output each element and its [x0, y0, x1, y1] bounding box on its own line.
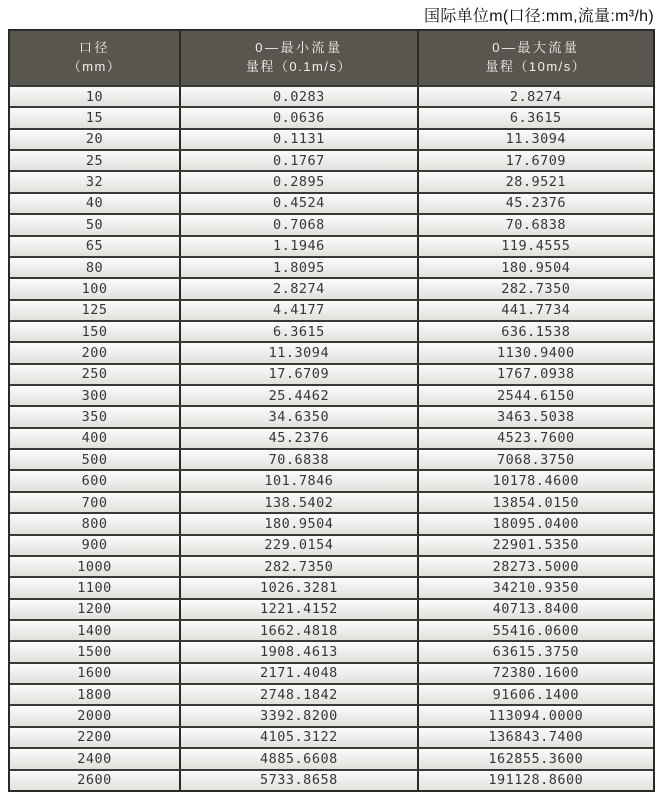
cell-max-flow: 282.7350 [417, 279, 653, 298]
cell-max-flow: 40713.8400 [417, 600, 653, 619]
cell-diameter: 500 [81, 451, 108, 468]
cell-max-flow: 1767.0938 [417, 365, 653, 384]
cell-min-flow: 70.6838 [179, 450, 417, 469]
cell-min-flow: 138.5402 [179, 493, 417, 512]
cell-diameter: 2600 [77, 772, 112, 789]
cell-max-flow: 34210.9350 [417, 578, 653, 597]
header-diameter-label: 口径 [79, 40, 111, 56]
table-row [10, 235, 653, 256]
table-caption-bar [0, 0, 662, 29]
cell-max-flow: 13854.0150 [417, 493, 653, 512]
table-row [10, 299, 653, 320]
cell-diameter: 900 [81, 537, 108, 554]
cell-diameter: 10 [85, 88, 104, 105]
cell-max-flow: 45.2376 [417, 194, 653, 213]
table-row [10, 128, 653, 149]
cell-min-flow: 1908.4613 [179, 642, 417, 661]
table-row [10, 704, 653, 725]
table-header-row [10, 31, 653, 85]
cell-max-flow: 63615.3750 [417, 642, 653, 661]
cell-diameter: 1800 [77, 686, 112, 703]
cell-diameter: 600 [81, 473, 108, 490]
cell-max-flow: 113094.0000 [417, 706, 653, 725]
cell-max-flow: 441.7734 [417, 301, 653, 320]
cell-diameter: 1500 [77, 644, 112, 661]
cell-min-flow: 4.4177 [179, 301, 417, 320]
cell-diameter: 32 [85, 174, 104, 191]
cell-max-flow: 28.9521 [417, 172, 653, 191]
cell-diameter: 100 [81, 280, 108, 297]
cell-min-flow: 0.4524 [179, 194, 417, 213]
cell-min-flow: 17.6709 [179, 365, 417, 384]
cell-min-flow: 1662.4818 [179, 621, 417, 640]
cell-max-flow: 22901.5350 [417, 536, 653, 555]
cell-diameter: 1600 [77, 665, 112, 682]
cell-max-flow: 6.3615 [417, 108, 653, 127]
table-row [10, 747, 653, 768]
table-row [10, 405, 653, 426]
table-row [10, 512, 653, 533]
cell-max-flow: 2.8274 [417, 87, 653, 106]
cell-min-flow: 3392.8200 [179, 706, 417, 725]
table-row [10, 769, 653, 790]
cell-max-flow: 18095.0400 [417, 514, 653, 533]
cell-min-flow: 0.0283 [179, 87, 417, 106]
cell-max-flow: 191128.8600 [417, 771, 653, 790]
cell-max-flow: 72380.1600 [417, 664, 653, 683]
table-row [10, 427, 653, 448]
cell-diameter: 400 [81, 430, 108, 447]
cell-min-flow: 2171.4048 [179, 664, 417, 683]
table-row [10, 448, 653, 469]
cell-min-flow: 229.0154 [179, 536, 417, 555]
cell-diameter: 125 [81, 302, 108, 319]
cell-diameter: 300 [81, 387, 108, 404]
cell-min-flow: 1221.4152 [179, 600, 417, 619]
cell-min-flow: 101.7846 [179, 471, 417, 490]
cell-diameter: 15 [85, 110, 104, 127]
cell-diameter: 50 [85, 216, 104, 233]
cell-min-flow: 1026.3281 [179, 578, 417, 597]
cell-diameter: 2400 [77, 750, 112, 767]
cell-max-flow: 70.6838 [417, 215, 653, 234]
cell-max-flow: 1130.9400 [417, 343, 653, 362]
table-row [10, 213, 653, 234]
cell-diameter: 350 [81, 409, 108, 426]
header-cell-min-flow [179, 31, 417, 85]
cell-min-flow: 2748.1842 [179, 685, 417, 704]
cell-max-flow: 3463.5038 [417, 407, 653, 426]
table-row [10, 619, 653, 640]
cell-min-flow: 0.0636 [179, 108, 417, 127]
cell-max-flow: 119.4555 [417, 237, 653, 256]
cell-min-flow: 0.1767 [179, 151, 417, 170]
table-row [10, 640, 653, 661]
cell-diameter: 150 [81, 323, 108, 340]
header-min-flow-range: 量程（0.1m/s） [245, 59, 352, 74]
cell-max-flow: 180.9504 [417, 258, 653, 277]
cell-min-flow: 25.4462 [179, 386, 417, 405]
cell-min-flow: 0.1131 [179, 130, 417, 149]
table-row [10, 598, 653, 619]
cell-diameter: 1200 [77, 601, 112, 618]
cell-max-flow: 2544.6150 [417, 386, 653, 405]
cell-min-flow: 45.2376 [179, 429, 417, 448]
table-row [10, 491, 653, 512]
cell-min-flow: 11.3094 [179, 343, 417, 362]
cell-min-flow: 0.2895 [179, 172, 417, 191]
header-max-flow-label: 0—最大流量 [492, 40, 580, 56]
cell-min-flow: 1.1946 [179, 237, 417, 256]
cell-diameter: 200 [81, 344, 108, 361]
cell-min-flow: 1.8095 [179, 258, 417, 277]
cell-max-flow: 7068.3750 [417, 450, 653, 469]
flow-range-table [8, 29, 655, 792]
cell-diameter: 1100 [77, 579, 112, 596]
cell-diameter: 1000 [77, 558, 112, 575]
cell-diameter: 1400 [77, 622, 112, 639]
table-row [10, 170, 653, 191]
cell-max-flow: 10178.4600 [417, 471, 653, 490]
table-row [10, 662, 653, 683]
table-row [10, 726, 653, 747]
table-row [10, 192, 653, 213]
cell-diameter: 20 [85, 131, 104, 148]
cell-max-flow: 162855.3600 [417, 749, 653, 768]
cell-diameter: 800 [81, 515, 108, 532]
table-row [10, 149, 653, 170]
table-row [10, 363, 653, 384]
cell-diameter: 80 [85, 259, 104, 276]
cell-max-flow: 636.1538 [417, 322, 653, 341]
header-max-flow-range: 量程（10m/s） [485, 59, 587, 74]
cell-min-flow: 4105.3122 [179, 728, 417, 747]
table-row [10, 320, 653, 341]
cell-diameter: 700 [81, 494, 108, 511]
table-row [10, 384, 653, 405]
cell-max-flow: 17.6709 [417, 151, 653, 170]
cell-max-flow: 11.3094 [417, 130, 653, 149]
cell-diameter: 40 [85, 195, 104, 212]
cell-max-flow: 136843.7400 [417, 728, 653, 747]
cell-min-flow: 0.7068 [179, 215, 417, 234]
table-row [10, 85, 653, 106]
cell-diameter: 25 [85, 152, 104, 169]
cell-min-flow: 6.3615 [179, 322, 417, 341]
table-row [10, 683, 653, 704]
cell-max-flow: 91606.1400 [417, 685, 653, 704]
cell-max-flow: 4523.7600 [417, 429, 653, 448]
cell-min-flow: 5733.8658 [179, 771, 417, 790]
header-min-flow-label: 0—最小流量 [255, 40, 343, 56]
cell-max-flow: 55416.0600 [417, 621, 653, 640]
cell-diameter: 2000 [77, 708, 112, 725]
cell-min-flow: 4885.6608 [179, 749, 417, 768]
table-row [10, 256, 653, 277]
table-row [10, 469, 653, 490]
table-row [10, 534, 653, 555]
cell-min-flow: 2.8274 [179, 279, 417, 298]
cell-diameter: 250 [81, 366, 108, 383]
header-diameter-unit: （mm） [67, 59, 122, 74]
table-row [10, 555, 653, 576]
table-row [10, 277, 653, 298]
cell-diameter: 2200 [77, 729, 112, 746]
table-row [10, 576, 653, 597]
cell-min-flow: 282.7350 [179, 557, 417, 576]
table-row [10, 341, 653, 362]
header-cell-diameter [10, 31, 179, 85]
cell-min-flow: 34.6350 [179, 407, 417, 426]
table-caption: 国际单位m(口径:mm,流量:m³/h) [424, 8, 654, 25]
table-body [10, 85, 653, 790]
cell-min-flow: 180.9504 [179, 514, 417, 533]
cell-max-flow: 28273.5000 [417, 557, 653, 576]
table-row [10, 106, 653, 127]
header-cell-max-flow [417, 31, 653, 85]
cell-diameter: 65 [85, 238, 104, 255]
